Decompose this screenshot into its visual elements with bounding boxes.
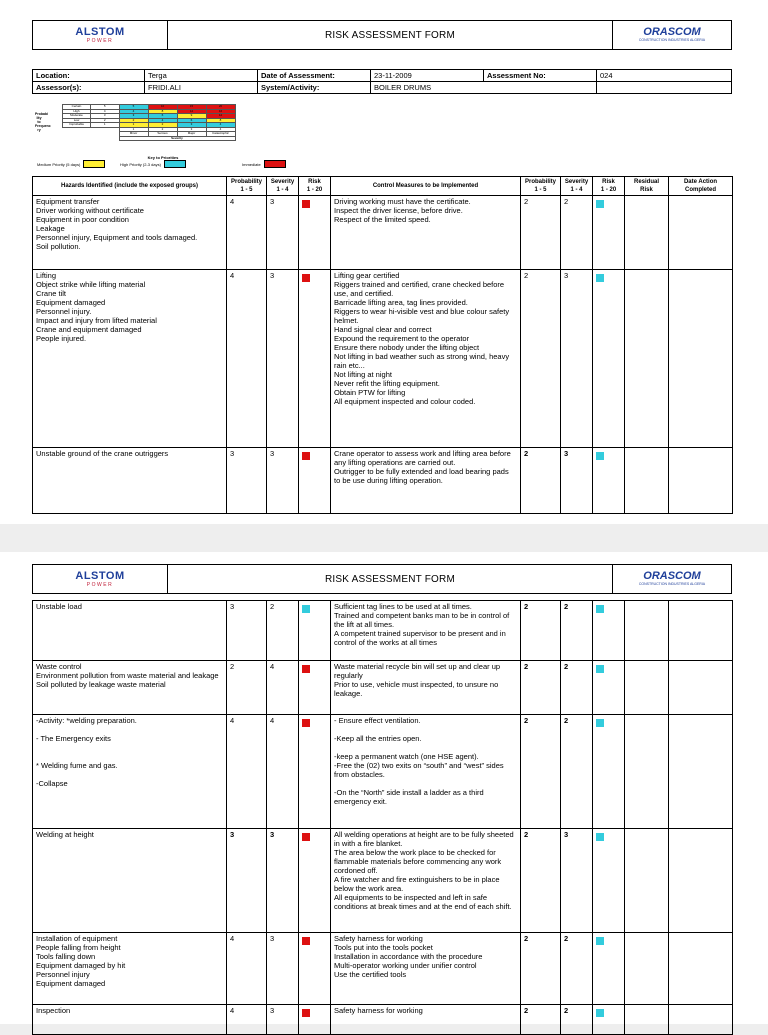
probability2-cell xyxy=(521,1005,561,1035)
risk-cell xyxy=(299,829,331,933)
probability-cell xyxy=(227,270,267,448)
matrix-cell: 8 xyxy=(148,109,177,114)
probability2-cell-text: 2 xyxy=(524,602,529,611)
risk-level-box xyxy=(596,452,604,460)
hazard-cell xyxy=(33,715,227,829)
system-value: BOILER DRUMS xyxy=(371,82,597,94)
hazard-cell xyxy=(33,196,227,270)
probability2-cell-text: 2 xyxy=(524,716,529,725)
orascom-logo-sub: CONSTRUCTION INDUSTRIES ALGERIA xyxy=(638,38,706,42)
risk-matrix xyxy=(32,104,294,174)
probability-cell-text: 4 xyxy=(230,934,235,943)
matrix-cell: 6 xyxy=(177,118,206,123)
hazard-cell xyxy=(33,1005,227,1035)
control-cell xyxy=(331,196,521,270)
risk-level-box xyxy=(596,719,604,727)
probability2-cell xyxy=(521,829,561,933)
alstom-logo xyxy=(33,565,168,593)
matrix-cell: 4 xyxy=(148,118,177,123)
severity2-cell-text: 2 xyxy=(564,662,569,671)
table-row xyxy=(33,829,733,933)
probability-cell xyxy=(227,448,267,514)
residual-risk-cell xyxy=(625,270,669,448)
risk-cell xyxy=(299,933,331,1005)
severity2-cell xyxy=(561,933,593,1005)
hazard-cell-text: Waste control Environment pollution from waste material and leakage Soil polluted by leakage waste material xyxy=(36,662,219,689)
assessor-label: Assessor(s): xyxy=(33,82,145,94)
severity-cell xyxy=(267,829,299,933)
legend-medium-swatch xyxy=(83,160,105,168)
severity2-cell xyxy=(561,829,593,933)
severity-cell-text: 3 xyxy=(270,1006,275,1015)
hazard-cell xyxy=(33,448,227,514)
matrix-cell: 4 xyxy=(119,109,148,114)
matrix-grid xyxy=(62,104,236,141)
matrix-cell: 5 xyxy=(119,105,148,110)
table-row xyxy=(33,196,733,270)
risk-cell xyxy=(299,715,331,829)
matrix-col-label: Minor xyxy=(119,132,148,137)
severity2-cell xyxy=(561,1005,593,1035)
risk2-cell xyxy=(593,270,625,448)
matrix-row-label: Certain xyxy=(63,105,91,110)
risk-level-box xyxy=(596,1009,604,1017)
alstom-logo-sub: POWER xyxy=(86,37,114,44)
table-row xyxy=(33,601,733,661)
hazard-cell-text: -Activity: *welding preparation. - The Emergency exits * Welding fume and gas. -Collapse xyxy=(36,716,137,788)
hazard-cell-text: Unstable ground of the crane outriggers xyxy=(36,449,169,458)
risk-level-box xyxy=(596,833,604,841)
matrix-cell: 1 xyxy=(119,123,148,128)
severity2-cell-text: 2 xyxy=(564,934,569,943)
residual-risk-cell xyxy=(625,196,669,270)
severity-cell-text: 3 xyxy=(270,197,275,206)
residual-risk-cell xyxy=(625,661,669,715)
matrix-col-label: Serious xyxy=(148,132,177,137)
risk2-cell xyxy=(593,829,625,933)
risk-cell xyxy=(299,601,331,661)
control-cell-text: All welding operations at height are to be fully sheeted in with a fire blanket. The area below the work place to be checked for flammable materials before commencing any work cordoned off. A fire watcher and fire extinguishers to be in place below the work area. All equipments to be inspected and left in safe conditions at break times and at the end of each shift. xyxy=(334,830,514,911)
hazard-cell-text: Installation of equipment People falling from height Tools falling down Equipment damaged by hit Personnel injury Equipment damaged xyxy=(36,934,126,988)
probability-cell xyxy=(227,829,267,933)
legend-high-label: High Priority (2-3 days) xyxy=(120,161,161,167)
date-value: 23-11-2009 xyxy=(371,70,484,82)
hazard-cell-text: Lifting Object strike while lifting material Crane tilt Equipment damaged Personnel injury. Impact and injury from lifted material Crane and equipment damaged People injured. xyxy=(36,271,157,343)
table-row xyxy=(33,448,733,514)
risk-level-box xyxy=(596,200,604,208)
probability-cell-text: 4 xyxy=(230,716,235,725)
date-label: Date of Assessment: xyxy=(258,70,371,82)
risk-table-page-1 xyxy=(32,176,733,514)
residual-header: Residual Risk xyxy=(625,177,669,196)
assessment-no-value: 024 xyxy=(597,70,732,82)
severity2-cell-text: 2 xyxy=(564,197,569,206)
matrix-row-number: 5 xyxy=(91,105,120,110)
alstom-logo-sub: POWER xyxy=(86,581,114,588)
table-row xyxy=(33,715,733,829)
risk-cell xyxy=(299,270,331,448)
probability2-cell-text: 2 xyxy=(524,830,529,839)
severity-cell xyxy=(267,715,299,829)
risk-level-box xyxy=(302,719,310,727)
date-action-cell xyxy=(669,829,733,933)
severity-cell xyxy=(267,448,299,514)
control-cell-text: Crane operator to assess work and lifting area before any lifting operations are carried out. Outrigger to be fully extended and load bearing pads to be use during lifting operation. xyxy=(334,449,511,485)
probability-cell xyxy=(227,601,267,661)
orascom-logo-text: ORASCOM xyxy=(643,570,701,582)
hazard-cell xyxy=(33,661,227,715)
date-action-cell xyxy=(669,661,733,715)
probability2-cell xyxy=(521,601,561,661)
risk-cell xyxy=(299,1005,331,1035)
risk-level-box xyxy=(302,1009,310,1017)
orascom-logo xyxy=(612,565,731,593)
hazard-cell xyxy=(33,933,227,1005)
matrix-col-label: Catastrophic xyxy=(206,132,235,137)
residual-risk-cell xyxy=(625,933,669,1005)
control-cell xyxy=(331,933,521,1005)
risk-cell xyxy=(299,448,331,514)
date-action-cell xyxy=(669,270,733,448)
date-action-cell xyxy=(669,933,733,1005)
severity2-cell xyxy=(561,196,593,270)
hazard-cell-text: Equipment transfer Driver working without certificate Equipment in poor condition Leakage Personnel injury, Equipment and tools damaged. Soil pollution. xyxy=(36,197,198,251)
matrix-y-label: Probabi lity to Frequenc ry xyxy=(35,112,51,132)
matrix-row-number: 3 xyxy=(91,114,120,119)
probability-header: Probability 1 - 5 xyxy=(227,177,267,196)
empty-cell xyxy=(597,82,732,94)
risk2-cell xyxy=(593,715,625,829)
residual-risk-cell xyxy=(625,1005,669,1035)
table-row xyxy=(33,270,733,448)
risk2-cell xyxy=(593,933,625,1005)
date-action-cell xyxy=(669,601,733,661)
severity2-cell-text: 3 xyxy=(564,449,569,458)
probability2-cell xyxy=(521,661,561,715)
probability-cell xyxy=(227,933,267,1005)
severity-cell xyxy=(267,270,299,448)
risk2-cell xyxy=(593,196,625,270)
form-title: RISK ASSESSMENT FORM xyxy=(325,29,455,41)
control-cell xyxy=(331,829,521,933)
probability-cell-text: 3 xyxy=(230,602,235,611)
probability-cell-text: 3 xyxy=(230,830,235,839)
hazard-cell-text: Welding at height xyxy=(36,830,94,839)
control-cell-text: Waste material recycle bin will set up and clear up regularly Prior to use, vehicle must inspected, to unsure no leakage. xyxy=(334,662,501,698)
hazards-header: Hazards Identified (include the exposed groups) xyxy=(33,177,227,196)
risk-table-page-2 xyxy=(32,600,733,1035)
risk-level-box xyxy=(596,665,604,673)
location-value: Terga xyxy=(145,70,258,82)
matrix-col-number: 4 xyxy=(206,127,235,132)
probability2-cell xyxy=(521,196,561,270)
probability2-cell-text: 2 xyxy=(524,1006,529,1015)
matrix-cell: 10 xyxy=(148,105,177,110)
residual-risk-cell xyxy=(625,601,669,661)
matrix-row-number: 2 xyxy=(91,118,120,123)
matrix-row-number: 1 xyxy=(91,123,120,128)
risk-cell xyxy=(299,196,331,270)
matrix-cell: 2 xyxy=(119,118,148,123)
legend-high-swatch xyxy=(164,160,186,168)
risk-level-box xyxy=(302,274,310,282)
table-header-row xyxy=(33,177,733,196)
probability-cell-text: 3 xyxy=(230,449,235,458)
hazard-cell xyxy=(33,601,227,661)
orascom-logo-sub: CONSTRUCTION INDUSTRIES ALGERIA xyxy=(638,582,706,586)
risk-level-box xyxy=(302,665,310,673)
risk-level-box xyxy=(302,452,310,460)
probability-cell-text: 4 xyxy=(230,197,235,206)
severity-cell xyxy=(267,196,299,270)
control-cell xyxy=(331,270,521,448)
control-cell-text: Sufficient tag lines to be used at all times. Trained and competent banks man to be in control of the lift at all times. A competent trained supervisor to be present and in control of the works at all times xyxy=(334,602,510,647)
legend-immediate-label: Immediate xyxy=(242,161,261,167)
severity2-cell-text: 3 xyxy=(564,830,569,839)
legend-medium xyxy=(37,160,105,168)
key-to-priorities-title: Key to Priorities xyxy=(147,155,179,160)
probability2-header: Probability 1 - 5 xyxy=(521,177,561,196)
probability2-cell xyxy=(521,933,561,1005)
severity-cell xyxy=(267,661,299,715)
risk2-cell xyxy=(593,1005,625,1035)
residual-risk-cell xyxy=(625,448,669,514)
matrix-cell: 8 xyxy=(206,118,235,123)
severity-cell-text: 4 xyxy=(270,662,275,671)
severity2-cell xyxy=(561,661,593,715)
control-cell xyxy=(331,601,521,661)
control-cell xyxy=(331,448,521,514)
page-2 xyxy=(0,552,768,1024)
probability-cell xyxy=(227,196,267,270)
matrix-cell: 12 xyxy=(206,114,235,119)
severity2-cell xyxy=(561,715,593,829)
probability2-cell xyxy=(521,715,561,829)
matrix-row-label: Low xyxy=(63,118,91,123)
control-cell-text: Driving working must have the certificate. Inspect the driver license, before drive. Respect of the limited speed. xyxy=(334,197,471,224)
matrix-col-number: 2 xyxy=(148,127,177,132)
severity2-cell-text: 2 xyxy=(564,1006,569,1015)
probability-cell xyxy=(227,661,267,715)
probability2-cell-text: 2 xyxy=(524,271,529,280)
assessment-info-table xyxy=(32,69,732,94)
severity2-header: Severity 1 - 4 xyxy=(561,177,593,196)
matrix-cell: 20 xyxy=(206,105,235,110)
severity-cell xyxy=(267,933,299,1005)
severity2-cell-text: 2 xyxy=(564,716,569,725)
alstom-logo-text: ALSTOM xyxy=(75,569,125,582)
risk-level-box xyxy=(302,605,310,613)
matrix-cell: 12 xyxy=(177,109,206,114)
severity-cell-text: 3 xyxy=(270,934,275,943)
probability2-cell-text: 2 xyxy=(524,662,529,671)
probability-cell-text: 4 xyxy=(230,271,235,280)
severity-cell-text: 3 xyxy=(270,449,275,458)
probability2-cell-text: 2 xyxy=(524,197,529,206)
probability2-cell-text: 2 xyxy=(524,449,529,458)
risk-header: Risk 1 - 20 xyxy=(299,177,331,196)
matrix-row-label: Moderate xyxy=(63,114,91,119)
severity-cell-text: 3 xyxy=(270,830,275,839)
matrix-col-number: 3 xyxy=(177,127,206,132)
legend-immediate-swatch xyxy=(264,160,286,168)
date-action-cell xyxy=(669,715,733,829)
table-row xyxy=(33,1005,733,1035)
residual-risk-cell xyxy=(625,829,669,933)
control-header: Control Measures to be Implemented xyxy=(331,177,521,196)
form-header-2 xyxy=(32,564,732,594)
risk2-cell xyxy=(593,448,625,514)
date-action-header: Date Action Completed xyxy=(669,177,733,196)
matrix-cell: 3 xyxy=(119,114,148,119)
matrix-col-number: 1 xyxy=(119,127,148,132)
assessment-no-label: Assessment No: xyxy=(484,70,597,82)
table-row xyxy=(33,933,733,1005)
probability-cell-text: 2 xyxy=(230,662,235,671)
hazard-cell-text: Unstable load xyxy=(36,602,82,611)
matrix-col-label: Major xyxy=(177,132,206,137)
risk-level-box xyxy=(596,605,604,613)
hazard-cell xyxy=(33,270,227,448)
location-label: Location: xyxy=(33,70,145,82)
probability-cell xyxy=(227,1005,267,1035)
risk-level-box xyxy=(302,200,310,208)
severity2-cell-text: 3 xyxy=(564,271,569,280)
severity-header: Severity 1 - 4 xyxy=(267,177,299,196)
form-header xyxy=(32,20,732,50)
alstom-logo xyxy=(33,21,168,49)
form-title: RISK ASSESSMENT FORM xyxy=(325,573,455,585)
legend-immediate xyxy=(242,160,286,168)
control-cell xyxy=(331,661,521,715)
risk2-cell xyxy=(593,601,625,661)
probability-cell xyxy=(227,715,267,829)
matrix-cell: 4 xyxy=(206,123,235,128)
severity-cell-text: 3 xyxy=(270,271,275,280)
severity-cell-text: 2 xyxy=(270,602,275,611)
hazard-cell-text: Inspection xyxy=(36,1006,71,1015)
date-action-cell xyxy=(669,448,733,514)
alstom-logo-text: ALSTOM xyxy=(75,25,125,38)
risk-cell xyxy=(299,661,331,715)
assessor-value: FRIDI.ALI xyxy=(145,82,258,94)
date-action-cell xyxy=(669,1005,733,1035)
matrix-cell: 6 xyxy=(148,114,177,119)
severity-cell-text: 4 xyxy=(270,716,275,725)
severity2-cell-text: 2 xyxy=(564,602,569,611)
control-cell xyxy=(331,1005,521,1035)
risk2-header: Risk 1 - 20 xyxy=(593,177,625,196)
severity2-cell xyxy=(561,601,593,661)
matrix-row-label: High xyxy=(63,109,91,114)
hazard-cell xyxy=(33,829,227,933)
matrix-cell: 2 xyxy=(148,123,177,128)
risk-level-box xyxy=(596,937,604,945)
severity-cell xyxy=(267,601,299,661)
matrix-cell: 9 xyxy=(177,114,206,119)
control-cell-text: Safety harness for working Tools put into the tools pocket Installation in accordance with the procedure Multi-operator working under unifier control Use the certified tools xyxy=(334,934,483,979)
matrix-row-number: 4 xyxy=(91,109,120,114)
matrix-cell: 16 xyxy=(206,109,235,114)
orascom-logo-text: ORASCOM xyxy=(643,26,701,38)
severity-cell xyxy=(267,1005,299,1035)
probability-cell-text: 4 xyxy=(230,1006,235,1015)
table-row xyxy=(33,661,733,715)
probability2-cell xyxy=(521,270,561,448)
control-cell xyxy=(331,715,521,829)
system-label: System/Activity: xyxy=(258,82,371,94)
risk-level-box xyxy=(302,833,310,841)
date-action-cell xyxy=(669,196,733,270)
orascom-logo xyxy=(612,21,731,49)
severity2-cell xyxy=(561,448,593,514)
risk-level-box xyxy=(596,274,604,282)
matrix-cell: 3 xyxy=(177,123,206,128)
legend-high xyxy=(120,160,186,168)
matrix-x-label: Severity xyxy=(119,136,235,141)
legend-medium-label: Medium Priority (5 days) xyxy=(37,161,81,167)
severity2-cell xyxy=(561,270,593,448)
probability2-cell xyxy=(521,448,561,514)
probability2-cell-text: 2 xyxy=(524,934,529,943)
control-cell-text: Lifting gear certified Riggers trained and certified, crane checked before use, and certified. Barricade lifting area, tag lines provided. Riggers to wear hi-visible vest and blue colour safety helmet. Hand signal clear and correct Expound the requirement to the operator Ensure there nobody under the lifting object Not lifting in bad weather such as strong wind, heavy rain etc... Not lifting at night Never refit the lifting equipment. Obtain PTW for lifting All equipment inspected and colour coded. xyxy=(334,271,510,406)
matrix-row-label: Improbable xyxy=(63,123,91,128)
control-cell-text: - Ensure effect ventilation. -Keep all the entries open. -keep a permanent watch (one HSE agent). -Free the (02) two exits on “south” and “west” sides from obstacles. -On the “North” side install a ladder as a third emergency exit. xyxy=(334,716,504,806)
risk-level-box xyxy=(302,937,310,945)
residual-risk-cell xyxy=(625,715,669,829)
control-cell-text: Safety harness for working xyxy=(334,1006,423,1015)
matrix-cell: 15 xyxy=(177,105,206,110)
risk2-cell xyxy=(593,661,625,715)
